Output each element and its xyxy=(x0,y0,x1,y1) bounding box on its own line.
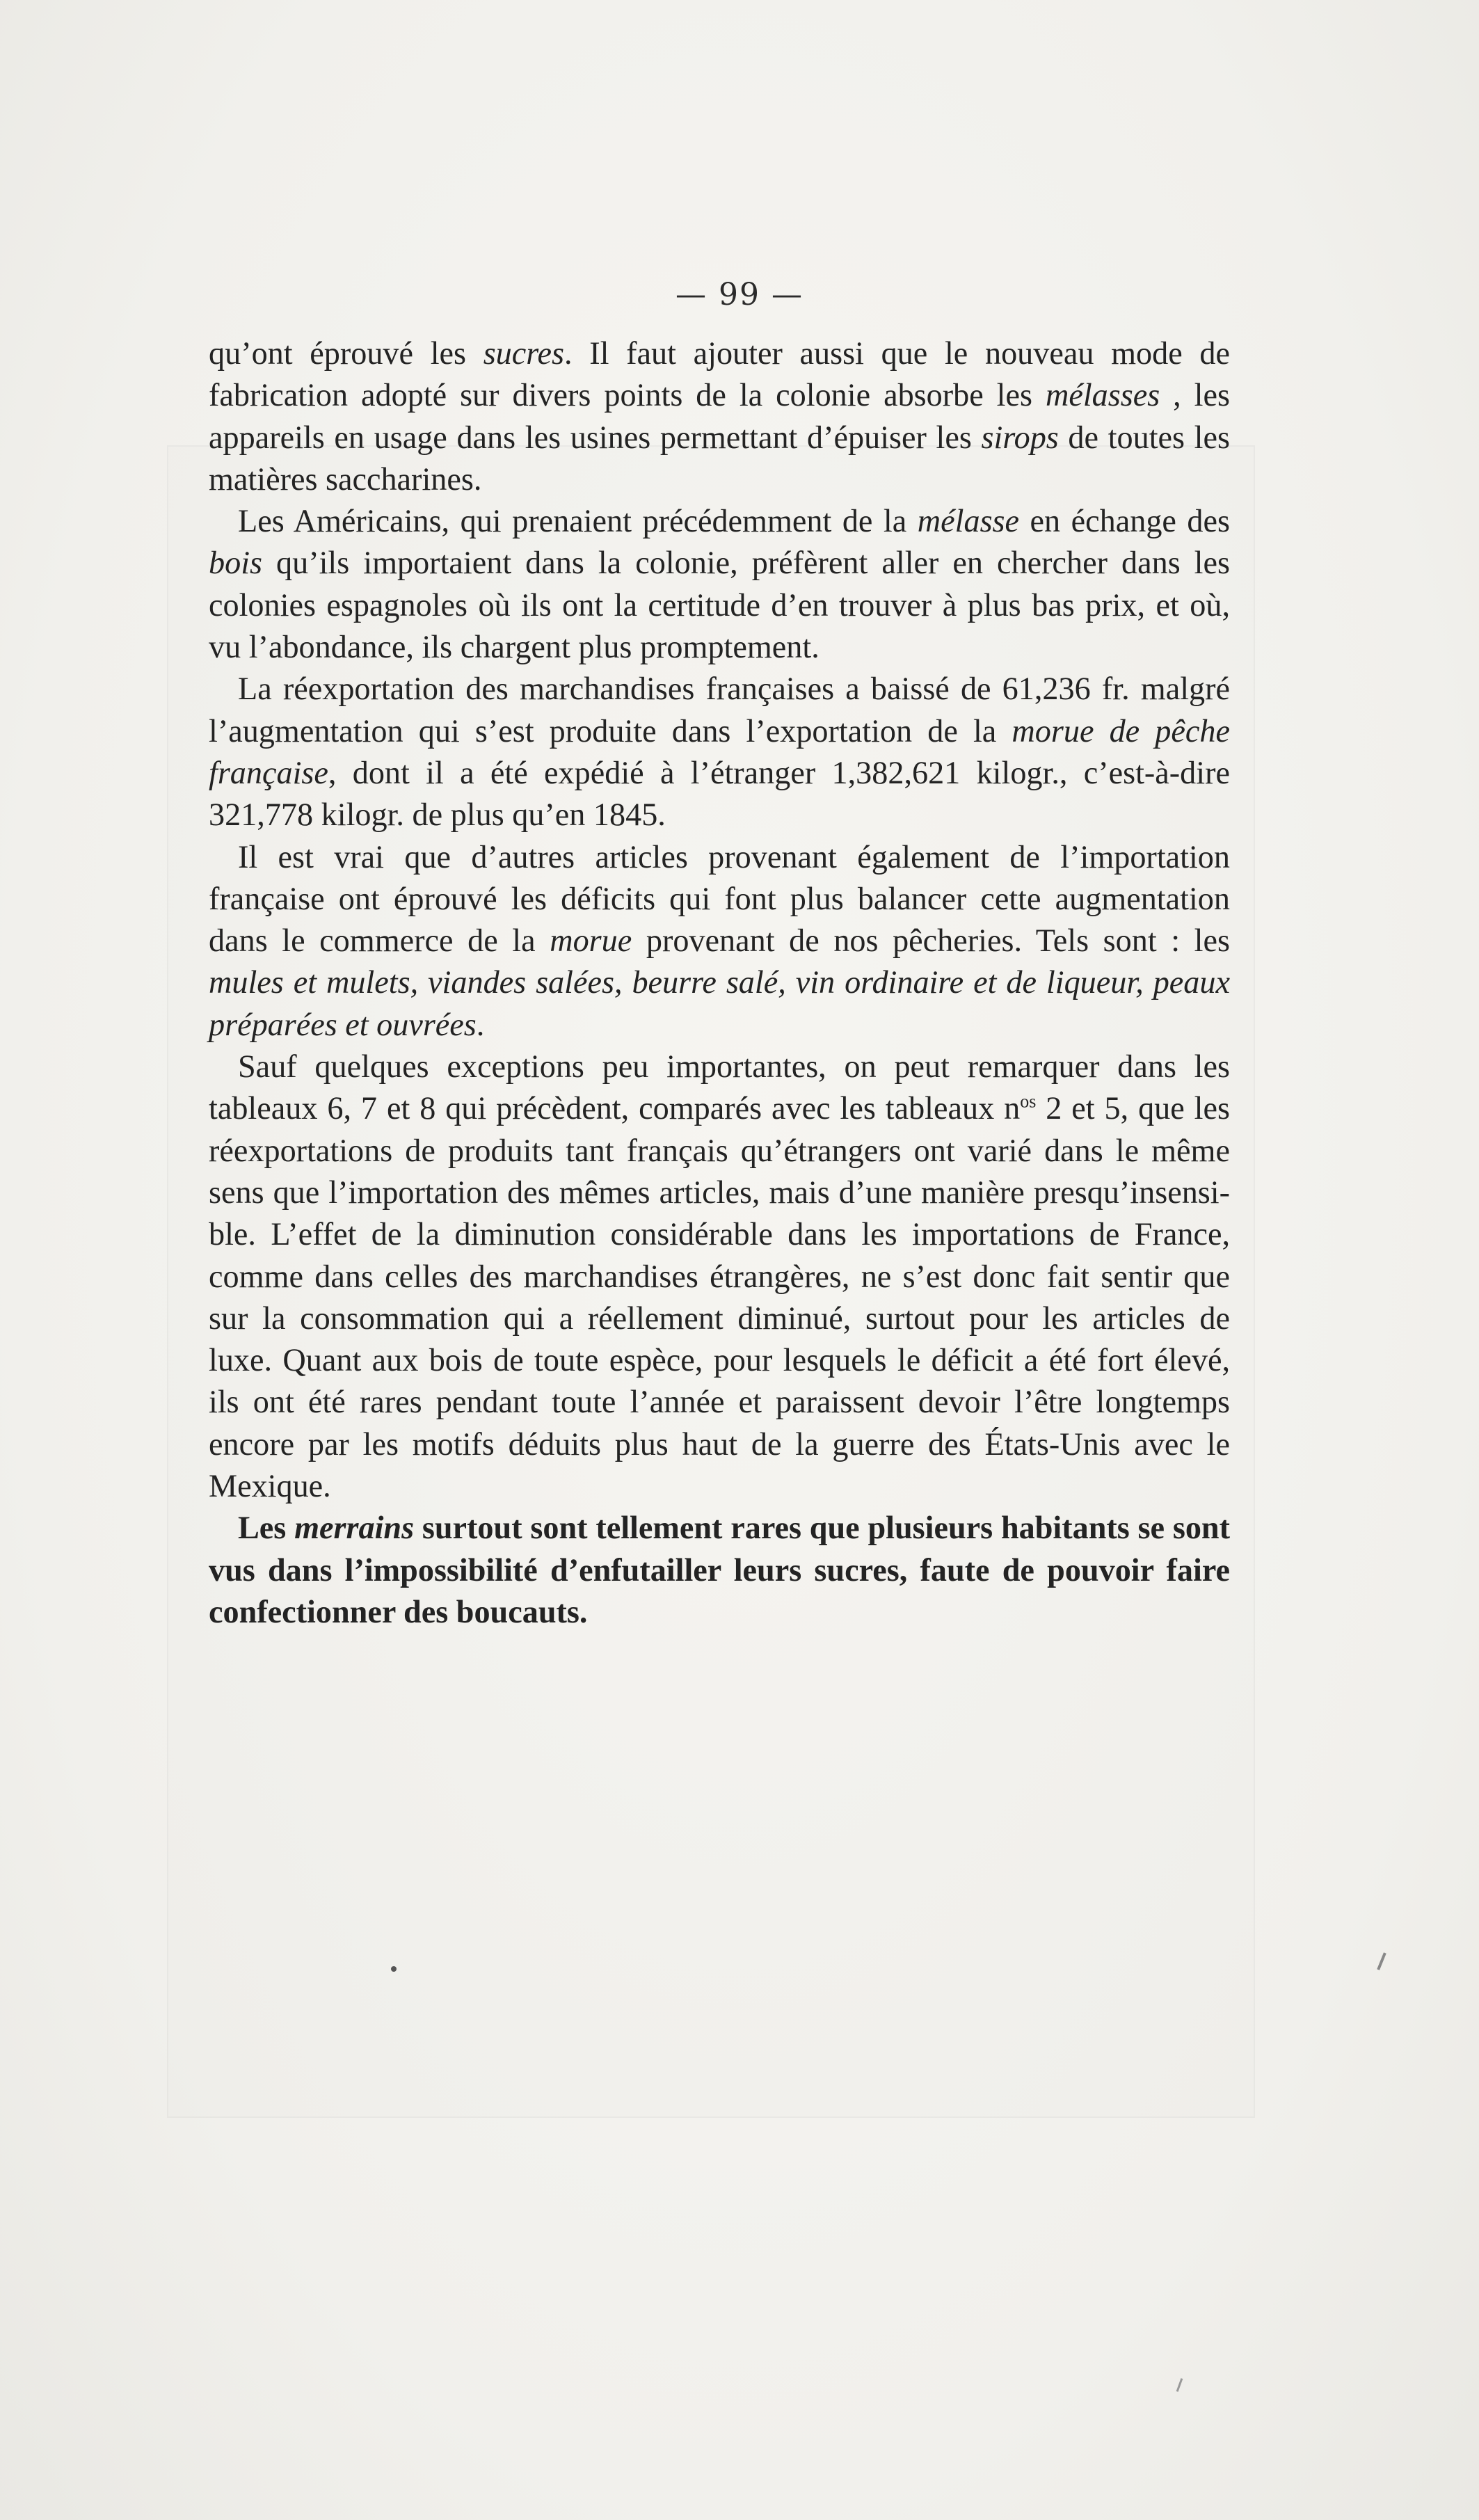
superscript: os xyxy=(1020,1091,1037,1112)
paragraph xyxy=(209,836,1230,1046)
text-run: qu’ont éprouvé les xyxy=(209,335,483,371)
text-run: . xyxy=(476,1006,485,1042)
text-run: 2 et 5, que les réexportations de produits tant français qu’étrangers ont varié dans le même sens que l’importation des mêmes articles, mais d’une manière presqu’insensible. L’effet de la diminution considérable dans les importations de France, comme dans celles des marchandises étrangères, ne s’est donc fait sentir que sur la consommation qui a réellement diminué, surtout pour les articles de luxe. Quant aux bois de toute espèce, pour lesquels le déficit a été fort élevé, ils ont été rares pendant toute l’année et paraissent devoir l’être longtemps encore par les motifs déduits plus haut de la guerre des États-Unis avec le Mexique. xyxy=(209,1090,1230,1504)
text-run: Il est vrai que d’autres articles provenant également de l’importation française ont éprouvé les déficits qui font plus balancer cette augmentation dans le commerce de la xyxy=(209,838,1230,959)
text-run: La réexportation des marchandises françaises a baissé de 61,236 fr. malgré l’augmentation qui s’est produite dans l’exportation de la xyxy=(209,671,1230,749)
paragraph xyxy=(209,333,1230,500)
italic-term: bois xyxy=(209,545,262,581)
italic-term: morue xyxy=(550,923,632,959)
italic-term: mélasse xyxy=(917,503,1020,539)
paragraph xyxy=(209,1507,1230,1633)
italic-term: mules et mulets, viandes salées, beurre salé, vin ordinaire et de liqueur, peaux préparées et ouvrées xyxy=(209,964,1230,1042)
text-run: surtout sont tellement rares que plusieurs habitants se sont vus dans l’impossibilité d’enfutailler leurs sucres, faute de pouvoir faire confectionner des boucauts. xyxy=(209,1510,1230,1629)
body-text xyxy=(209,333,1230,1633)
paragraph xyxy=(209,1046,1230,1507)
paragraph xyxy=(209,500,1230,668)
ink-speck xyxy=(1176,2378,1183,2392)
text-run: Les Américains, qui prenaient précédemment de la xyxy=(238,503,918,539)
paragraph xyxy=(209,668,1230,836)
text-run: de toutes les matières saccharines. xyxy=(209,419,1230,497)
italic-term: mélasses xyxy=(1045,377,1160,413)
text-run: Les xyxy=(238,1510,295,1546)
text-run: , dont il a été expédié à l’étranger 1,382,621 kilogr., c’est-à-dire 321,778 kilogr. de plus qu’en 1845. xyxy=(209,754,1230,833)
text-run: Sauf quelques exceptions peu importantes, on peut remarquer dans les tableaux 6, 7 et 8 qui précèdent, comparés avec les tableaux n xyxy=(209,1048,1230,1126)
italic-term: sirops xyxy=(981,419,1059,455)
text-run: , les appareils en usage dans les usines permettant d’épuiser les xyxy=(209,377,1230,455)
text-run: en échange des xyxy=(1019,503,1230,539)
page-number: — 99 — xyxy=(675,277,804,312)
text-run: provenant de nos pêcheries. Tels sont : les xyxy=(632,923,1230,959)
ink-speck xyxy=(1377,1952,1386,1970)
ink-speck xyxy=(391,1966,397,1972)
text-run: . Il faut ajouter aussi que le nouveau mode de fabrication adopté sur divers points de la colonie absorbe les xyxy=(209,335,1231,413)
text-run: qu’ils importaient dans la colonie, préfèrent aller en chercher dans les colonies espagnoles où ils ont la certitude d’en trouver à plus bas prix, et où, vu l’abondance, ils chargent plus promptement. xyxy=(209,545,1230,665)
italic-term: merrains xyxy=(294,1510,415,1546)
italic-term: sucres xyxy=(483,335,565,371)
italic-term: morue de pêche française xyxy=(209,712,1230,790)
